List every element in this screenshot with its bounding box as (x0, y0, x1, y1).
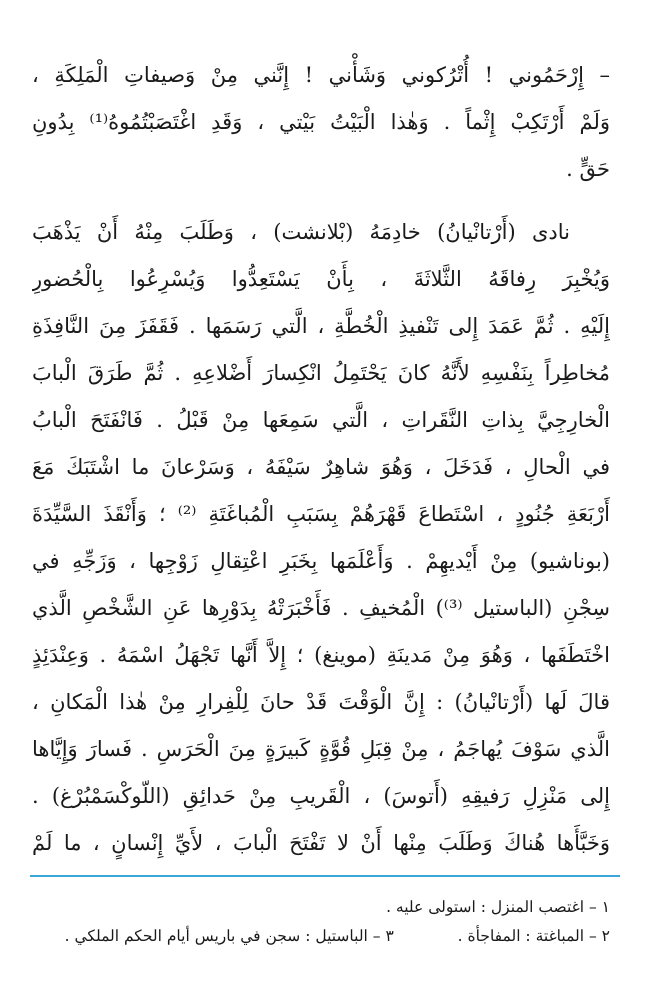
text-line: (بوناشيو) مِنْ أَيْديهِمْ . وَأَعْلَمَها بِخَبَرِ اعْتِقالِ زَوْجِها ، وَزَجِّهِ في (32, 549, 610, 573)
main-paragraph (32, 209, 610, 867)
text-line: وَيُخْبِرَ رِفاقَهُ الثَّلاثَةَ ، بِأَنْ يَسْتَعِدُّوا وَيُسْرِعُوا بِالْحُضورِ (32, 267, 610, 291)
text-line: وَلَمْ أَرْتَكِبْ إِثْماً . وَهٰذا الْبَيْتُ بَيْتي ، وَقَدِ اغْتَصَبْتُمُوهُ⁽¹⁾ بِدُونِ (32, 110, 610, 134)
text-line: سِجْنِ (الباستيل ⁽³⁾) الْمُخيفِ . فَأَخْبَرَتْهُ بِدَوْرِها عَنِ الشَّخْصِ الَّذي (32, 596, 610, 620)
text-line: – إِرْحَمُوني ! أُتْرُكوني وَشَأْني ! إِنَّني مِنْ وَصيفاتِ الْمَلِكَةِ ، (32, 63, 610, 87)
text-line: حَقٍّ . (566, 157, 610, 181)
text-line: إِلى مَنْزِلِ رَفيقِهِ (أَتوسَ) ، الْقَريبِ مِنْ حَدائِقِ (اللّوكْسَمْبُرْغ) . (32, 784, 610, 808)
footnotes (32, 893, 610, 951)
text-line: اخْتَطَفَها ، وَهُوَ مِنْ مَدينَةِ (موينغ) ؛ إِلاَّ أَنَّها تَجْهَلُ اسْمَهُ . وَعِنْدَئِذٍ (32, 643, 610, 667)
footnote-2: ٢ – المباغتة : المفاجأة . (457, 927, 610, 945)
text-line: إِلَيْهِ . ثُمَّ عَمَدَ إِلى تَنْفيذِ الْخُطَّةِ ، الَّتي رَسَمَها . فَقَفَزَ مِنَ النَّافِذَةِ (32, 314, 610, 338)
text-line: نادى (أَرْتانْيانُ) خادِمَهُ (بْلانشت) ، وَطَلَبَ مِنْهُ أَنْ يَذْهَبَ (32, 220, 570, 244)
text-line: وَخَبَّأَها هُناكَ وَطَلَبَ مِنْها أَنْ لا تَفْتَحَ الْبابَ ، لأَيِّ إِنْسانٍ ، ما لَمْ (32, 831, 610, 855)
text-line: قالَ لَها (أَرْتانْيانُ) : إِنَّ الْوَقْتَ قَدْ حانَ لِلْفِرارِ مِنْ هٰذا الْمَكانِ ، (32, 690, 610, 714)
opening-passage (32, 52, 610, 193)
text-line: في الْحالِ ، فَدَخَلَ ، وَهُوَ شاهِرٌ سَيْفَهُ ، وَسَرْعانَ ما اشْتَبَكَ مَعَ (32, 455, 610, 479)
footnote-row (32, 922, 610, 951)
footnote-1: ١ – اغتصب المنزل : استولى عليه . (386, 898, 610, 916)
footnote-divider (30, 875, 620, 877)
text-line: أَرْبَعَةِ جُنُودٍ ، اسْتَطاعَ قَهْرَهُمْ بِسَبَبِ الْمُباغَتَةِ ⁽²⁾ ؛ وَأَنْقَذَ السَّيِّدَةَ (32, 502, 610, 526)
text-line: مُخاطِراً بِنَفْسِهِ لأَنَّهُ كانَ يَحْتَمِلُ انْكِسارَ أَضْلاعِهِ . ثُمَّ طَرَقَ الْبابَ (32, 361, 610, 385)
footnote-3: ٣ – الباستيل : سجن في باريس أيام الحكم الملكي . (64, 927, 394, 945)
text-line: الَّذي سَوْفَ يُهاجَمُ ، مِنْ قِبَلِ قُوَّةٍ كَبيرَةٍ مِنَ الْحَرَسِ . فَسارَ وَإِيَّاها (32, 737, 610, 761)
text-line: الْخارِجِيَّ بِذاتِ النَّقَراتِ ، الَّتي سَمِعَها مِنْ قَبْلُ . فَانْفَتَحَ الْبابُ (32, 408, 610, 432)
